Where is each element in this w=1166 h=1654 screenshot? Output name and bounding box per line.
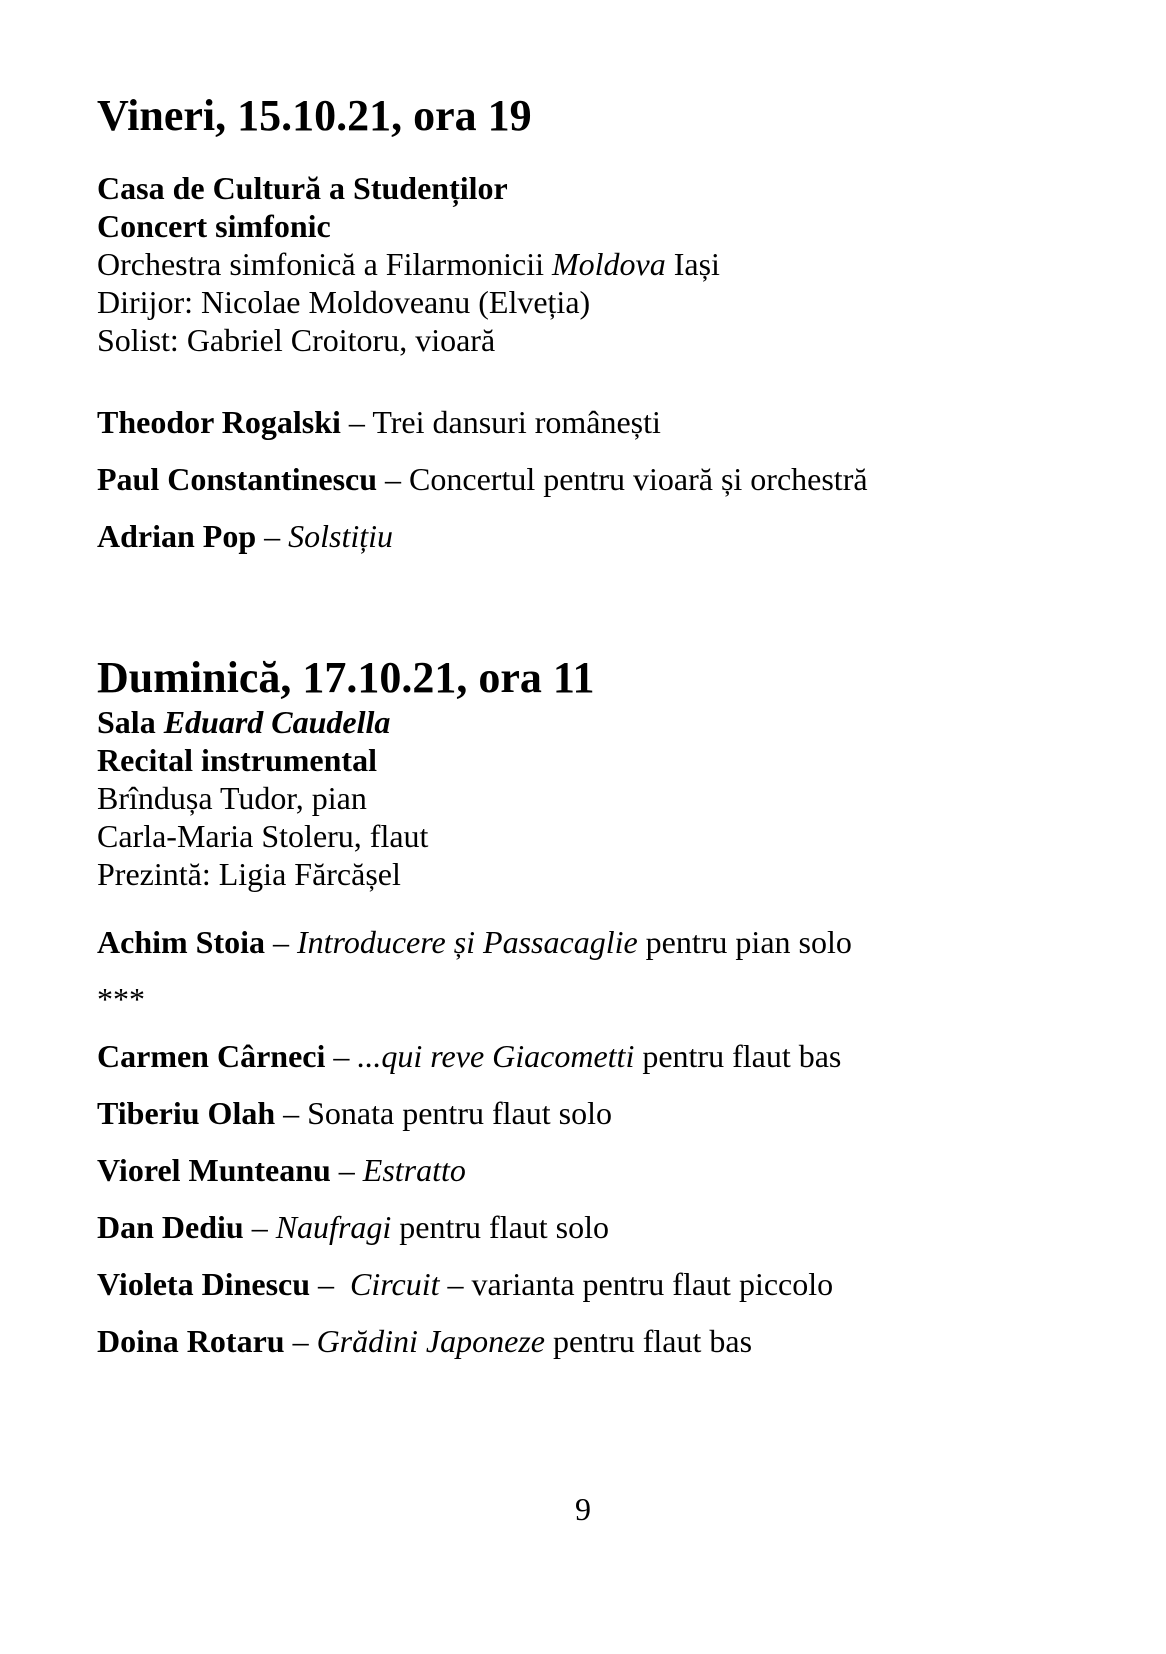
detail-line [97,779,1106,817]
text-run: Prezintă: Ligia Fărcășel [97,856,401,892]
text-run: – varianta pentru flaut piccolo [439,1266,834,1302]
program-line [97,460,1106,498]
text-run: pentru flaut bas [544,1323,753,1359]
text-run: – [265,924,297,960]
bold-run: Recital instrumental [97,742,377,778]
composer-name: Tiberiu Olah [97,1095,276,1131]
detail-line [97,169,1106,207]
text-run: – Sonata pentru flaut solo [275,1095,612,1131]
detail-line [97,207,1106,245]
composer-name: Achim Stoia [97,924,265,960]
bold-run: Sala [97,704,164,740]
program-line [97,1265,1106,1303]
text-run: pentru flaut solo [391,1209,610,1245]
text-run: Solist: Gabriel Croitoru, vioară [97,322,496,358]
text-run: – [330,1152,363,1188]
composer-name: Dan Dediu [97,1209,244,1245]
event-details [97,169,1106,359]
text-run: – [284,1323,317,1359]
program-line [97,403,1106,441]
composer-name: Doina Rotaru [97,1323,285,1359]
italic-run: Moldova [551,246,666,282]
composer-name: Adrian Pop [97,518,257,554]
text-run: Iași [665,246,720,282]
detail-line [97,245,1106,283]
event-section [97,91,1106,555]
program-line [97,1208,1106,1246]
bold-run: Eduard Caudella [163,704,391,740]
program-line [97,980,1106,1018]
composer-name: Carmen Cârneci [97,1038,326,1074]
text-run: – [243,1209,276,1245]
text-run: pentru pian solo [637,924,852,960]
program-line [97,923,1106,961]
bold-run: Casa de Cultură a Studenților [97,170,508,206]
composer-name: Theodor Rogalski [97,404,341,440]
composer-name: Paul Constantinescu [97,461,378,497]
event-heading: Duminică, 17.10.21, ora 11 [97,653,595,702]
bold-run: Concert simfonic [97,208,331,244]
program-line [97,517,1106,555]
program-line [97,1037,1106,1075]
text-run: Orchestra simfonică a Filarmonicii [97,246,552,282]
work-title: ...qui reve Giacometti [357,1038,635,1074]
detail-line [97,855,1106,893]
event-heading: Vineri, 15.10.21, ora 19 [97,91,532,140]
page-number: 9 [575,1491,591,1527]
detail-line [97,741,1106,779]
work-title: Circuit [350,1266,440,1302]
text-run: Brîndușa Tudor, pian [97,780,367,816]
detail-line [97,321,1106,359]
event-program [97,403,1106,555]
work-title: Naufragi [275,1209,392,1245]
program-line [97,1094,1106,1132]
detail-line [97,817,1106,855]
composer-name: Violeta Dinescu [97,1266,311,1302]
text-run: – Concertul pentru vioară și orchestră [377,461,868,497]
program-line [97,1151,1106,1189]
event-details [97,703,1106,893]
program-content [97,0,1106,1379]
text-run: – [256,518,289,554]
composer-name: Viorel Munteanu [97,1152,331,1188]
event-section [97,653,1106,1360]
text-run: – [325,1038,358,1074]
work-title: Grădini Japoneze [316,1323,545,1359]
text-run: – Trei dansuri românești [340,404,661,440]
work-title: Introducere și Passacaglie [297,924,638,960]
text-run: *** [97,981,145,1017]
text-run: Carla-Maria Stoleru, flaut [97,818,429,854]
text-run: Dirijor: Nicolae Moldoveanu (Elveția) [97,284,591,320]
work-title: Solstițiu [288,518,394,554]
text-run: – [310,1266,351,1302]
work-title: Estratto [362,1152,466,1188]
detail-line [97,703,1106,741]
text-run: pentru flaut bas [634,1038,842,1074]
program-line [97,1322,1106,1360]
event-program [97,923,1106,1360]
detail-line [97,283,1106,321]
